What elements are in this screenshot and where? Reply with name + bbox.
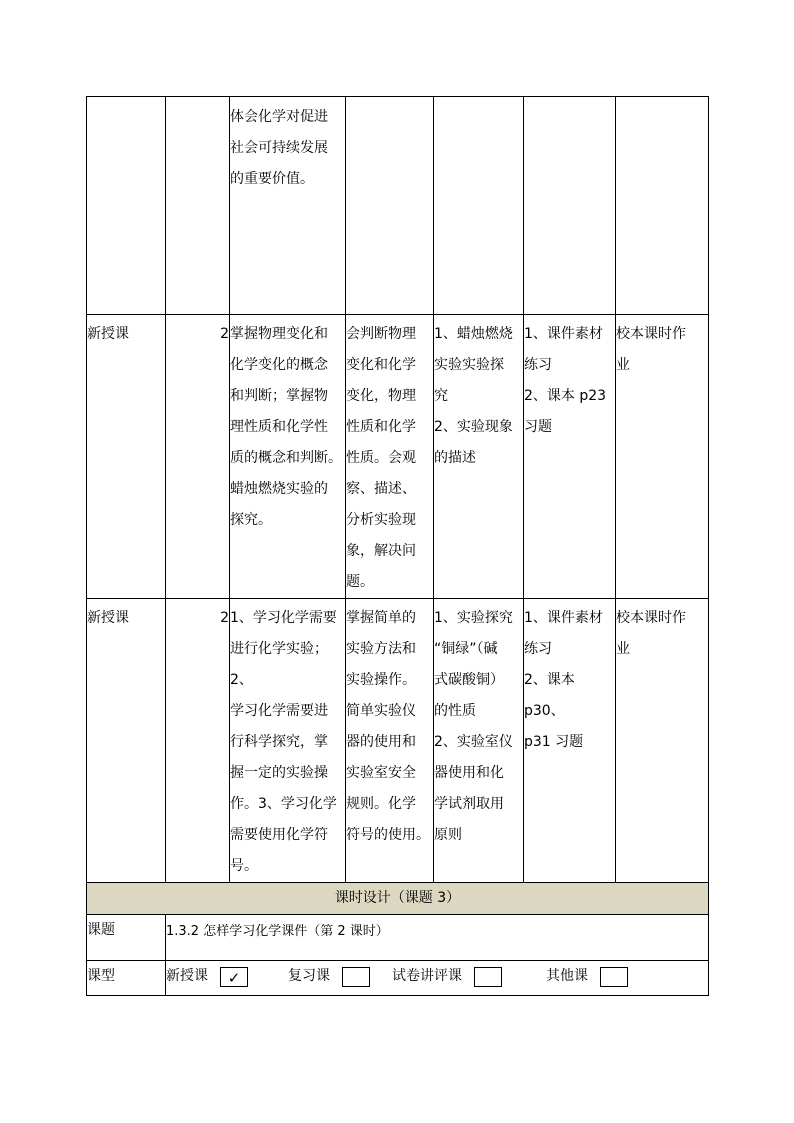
section-header-row [87, 883, 709, 915]
course-type-cell [87, 97, 166, 315]
option-review-checkbox[interactable] [342, 967, 370, 987]
topic-value: 1.3.2 怎样学习化学课件（第 2 课时） [166, 915, 709, 961]
course-type-options-line [166, 961, 708, 992]
homework-cell: 1、课件素材 练习 2、课本 p30、 p31 习题 [524, 599, 616, 883]
homework-cell [524, 97, 616, 315]
course-type-label: 课型 [87, 961, 166, 996]
course-type-cell: 新授课 [87, 599, 166, 883]
remark-cell [616, 97, 709, 315]
option-other-label: 其他课 [546, 968, 588, 984]
option-exam-review-label: 试卷讲评课 [392, 968, 462, 984]
goal-cell: 体会化学对促进 社会可持续发展 的重要价值。 [230, 97, 346, 315]
ability-cell [346, 97, 434, 315]
activity-cell: 1、实验探究 “铜绿”（碱 式碳酸铜） 的性质 2、实验室仪 器使用和化 学试剂取用 原则 [434, 599, 524, 883]
topic-row [87, 915, 709, 961]
option-new-lesson-checkbox[interactable]: ✓ [220, 967, 248, 987]
activity-cell: 1、蜡烛燃烧 实验实验探 究 2、实验现象 的描述 [434, 315, 524, 599]
hours-cell: 2 [166, 599, 230, 883]
hours-cell [166, 97, 230, 315]
table-row [87, 599, 709, 883]
lesson-plan-table [86, 96, 709, 996]
goal-cell: 掌握物理变化和 化学变化的概念 和判断；掌握物 理性质和化学性 质的概念和判断。 蜡烛燃烧实验的 探究。 [230, 315, 346, 599]
goal-cell: 1、学习化学需要 进行化学实验；2、 学习化学需要进 行科学探究，掌 握一定的实验操 作。3、学习化学 需要使用化学符 号。 [230, 599, 346, 883]
homework-cell: 1、课件素材 练习 2、课本 p23 习题 [524, 315, 616, 599]
option-review-label: 复习课 [288, 968, 330, 984]
option-exam-review-checkbox[interactable] [474, 967, 502, 987]
hours-cell: 2 [166, 315, 230, 599]
course-type-row [87, 961, 709, 996]
table-row [87, 97, 709, 315]
table-row [87, 315, 709, 599]
ability-cell: 掌握简单的 实验方法和 实验操作。 简单实验仪 器的使用和 实验室安全 规则。化学 符号的使用。 [346, 599, 434, 883]
option-other-checkbox[interactable] [600, 967, 628, 987]
remark-cell: 校本课时作 业 [616, 599, 709, 883]
option-new-lesson-label: 新授课 [166, 968, 208, 984]
ability-cell: 会判断物理 变化和化学 变化，物理 性质和化学 性质。会观 察、描述、 分析实验现 象，解决问 题。 [346, 315, 434, 599]
course-type-cell: 新授课 [87, 315, 166, 599]
topic-label: 课题 [87, 915, 166, 961]
activity-cell [434, 97, 524, 315]
remark-cell: 校本课时作 业 [616, 315, 709, 599]
section-title: 课时设计（课题 3） [87, 883, 709, 915]
course-type-options [166, 961, 709, 996]
